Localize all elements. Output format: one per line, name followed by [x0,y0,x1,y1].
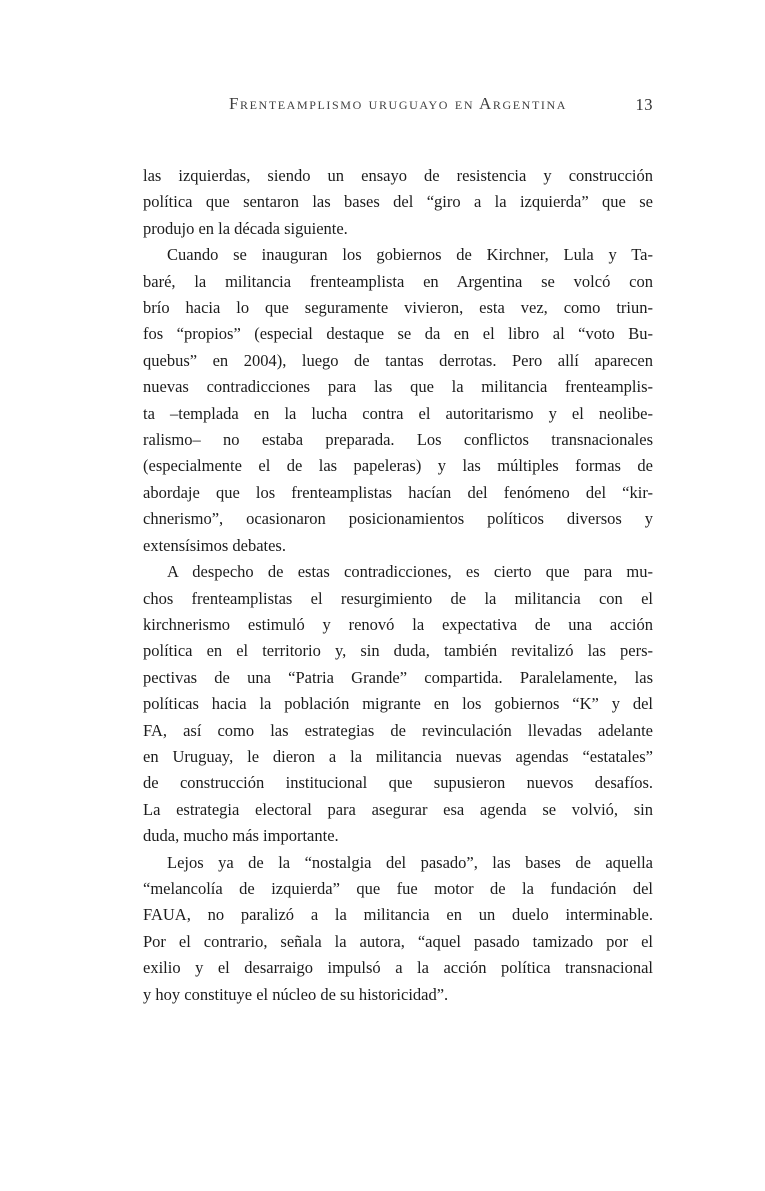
text-line: Lejos ya de la “nostalgia del pasado”, las bases de aquella [167,852,653,872]
text-line: baré, la militancia frenteamplista en Argentina se volcó con [143,271,653,291]
text-line: Por el contrario, señala la autora, “aquel pasado tamizado por el [143,931,653,951]
text-line: ralismo– no estaba preparada. Los conflictos transnacionales [143,430,653,450]
text-line: fos “propios” (especial destaque se da en el libro al “voto Bu- [143,324,653,344]
text-line: pectivas de una “Patria Grande” compartida. Paralelamente, las [143,667,653,687]
text-line: política que sentaron las bases del “giro a la izquierda” que se [143,192,653,212]
text-line: extensísimos debates. [143,535,286,555]
text-line: chos frenteamplistas el resurgimiento de la militancia con el [143,588,653,608]
text-line: La estrategia electoral para asegurar esa agenda se volvió, sin [143,799,653,819]
text-line: quebus” en 2004), luego de tantas derrotas. Pero allí aparecen [143,350,653,370]
text-line: “melancolía de izquierda” que fue motor de la fundación del [143,878,653,898]
text-line: y hoy constituye el núcleo de su historicidad”. [143,984,449,1004]
running-head [143,94,653,118]
text-line: duda, mucho más importante. [143,826,339,846]
text-line: FA, así como las estrategias de revinculación llevadas adelante [143,720,653,740]
text-line: abordaje que los frenteamplistas hacían del fenómeno del “kir- [143,482,653,502]
text-line: kirchnerismo estimuló y renovó la expectativa de una acción [143,614,653,634]
text-line: política en el territorio y, sin duda, también revitalizó las pers- [143,641,653,661]
text-line: produjo en la década siguiente. [143,218,348,238]
text-line: (especialmente el de las papeleras) y las múltiples formas de [143,456,653,476]
text-line: ta –templada en la lucha contra el autoritarismo y el neolibe- [143,403,653,423]
text-line: de construcción institucional que supusieron nuevos desafíos. [143,773,653,793]
text-line: Cuando se inauguran los gobiernos de Kirchner, Lula y Ta- [167,245,653,265]
text-line: FAUA, no paralizó a la militancia en un duelo interminable. [143,905,653,925]
page-body [143,163,653,1008]
text-line: brío hacia lo que seguramente vivieron, esta vez, como triun- [143,298,653,318]
running-head-title: Frenteamplismo uruguayo en Argentina [228,94,568,113]
text-line: las izquierdas, siendo un ensayo de resistencia y construcción [143,166,653,185]
text-line: exilio y el desarraigo impulsó a la acción política transnacional [143,958,653,978]
page-number: 13 [635,95,653,114]
text-line: nuevas contradicciones para las que la militancia frenteamplis- [143,377,653,397]
text-line: políticas hacia la población migrante en los gobiernos “K” y del [143,694,653,714]
text-line: A despecho de estas contradicciones, es cierto que para mu- [167,562,653,582]
text-line: chnerismo”, ocasionaron posicionamientos políticos diversos y [143,509,653,529]
text-line: en Uruguay, le dieron a la militancia nuevas agendas “estatales” [143,746,653,766]
